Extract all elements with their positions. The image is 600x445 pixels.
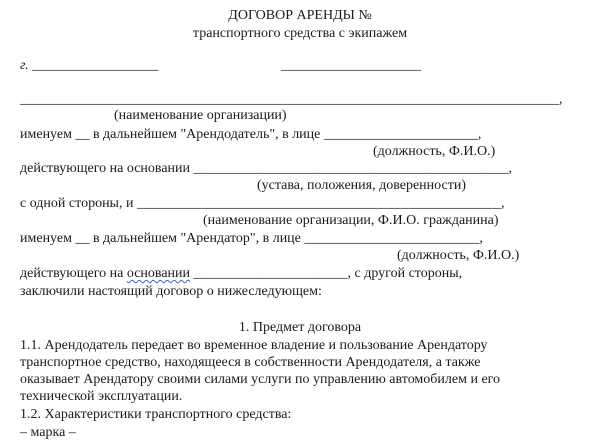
date-blank: ____________________ bbox=[281, 58, 421, 73]
lessee-name-line: с одной стороны, и ____________________________________________________, bbox=[20, 196, 505, 211]
clause-line: транспортное средство, находящееся в собственности Арендодателя, а также bbox=[20, 355, 481, 370]
document-title: ДОГОВОР АРЕНДЫ № bbox=[228, 8, 372, 23]
lessee-name-caption: (наименование организации, Ф.И.О. гражданина) bbox=[203, 213, 499, 228]
lessor-representative-line: именуем __ в дальнейшем "Арендодатель", в лице ______________________, bbox=[20, 127, 482, 142]
clause-line: – марка – bbox=[20, 425, 76, 440]
basis-before: действующего на bbox=[20, 266, 127, 281]
lessor-position-caption: (должность, Ф.И.О.) bbox=[373, 144, 496, 159]
spellcheck-word: основании bbox=[126, 266, 191, 281]
city-prefix: г. bbox=[20, 58, 33, 73]
section-title: 1. Предмет договора bbox=[238, 320, 362, 335]
basis-after: ______________________, с другой стороны, bbox=[190, 266, 463, 281]
city-blank: __________________ bbox=[32, 58, 159, 73]
lessee-representative-line: именуем __ в дальнейшем "Арендатор", в лице _________________________, bbox=[20, 231, 483, 246]
city-field bbox=[20, 58, 158, 74]
document-subtitle: транспортного средства с экипажем bbox=[192, 26, 408, 41]
lessor-basis-caption: (устава, положения, доверенности) bbox=[257, 178, 466, 193]
clause-line: 1.2. Характеристики транспортного средства: bbox=[20, 407, 292, 422]
lessee-position-caption: (должность, Ф.И.О.) bbox=[397, 248, 520, 263]
concluded-line: заключили настоящий договор о нижеследующем: bbox=[20, 284, 322, 299]
clause-line: оказывает Арендатору своими силами услуги по управлению автомобилем и его bbox=[20, 372, 501, 387]
lessor-basis-line: действующего на основании _____________________________________________, bbox=[20, 161, 513, 176]
lessor-name-caption: (наименование организации) bbox=[114, 108, 287, 123]
lessee-basis-line bbox=[20, 266, 462, 282]
lessor-name-line: _____________________________________________________________________________, bbox=[20, 92, 563, 107]
clause-line: 1.1. Арендодатель передает во временное владение и пользование Арендатору bbox=[20, 338, 488, 353]
clause-line: технической эксплуатации. bbox=[20, 389, 183, 404]
